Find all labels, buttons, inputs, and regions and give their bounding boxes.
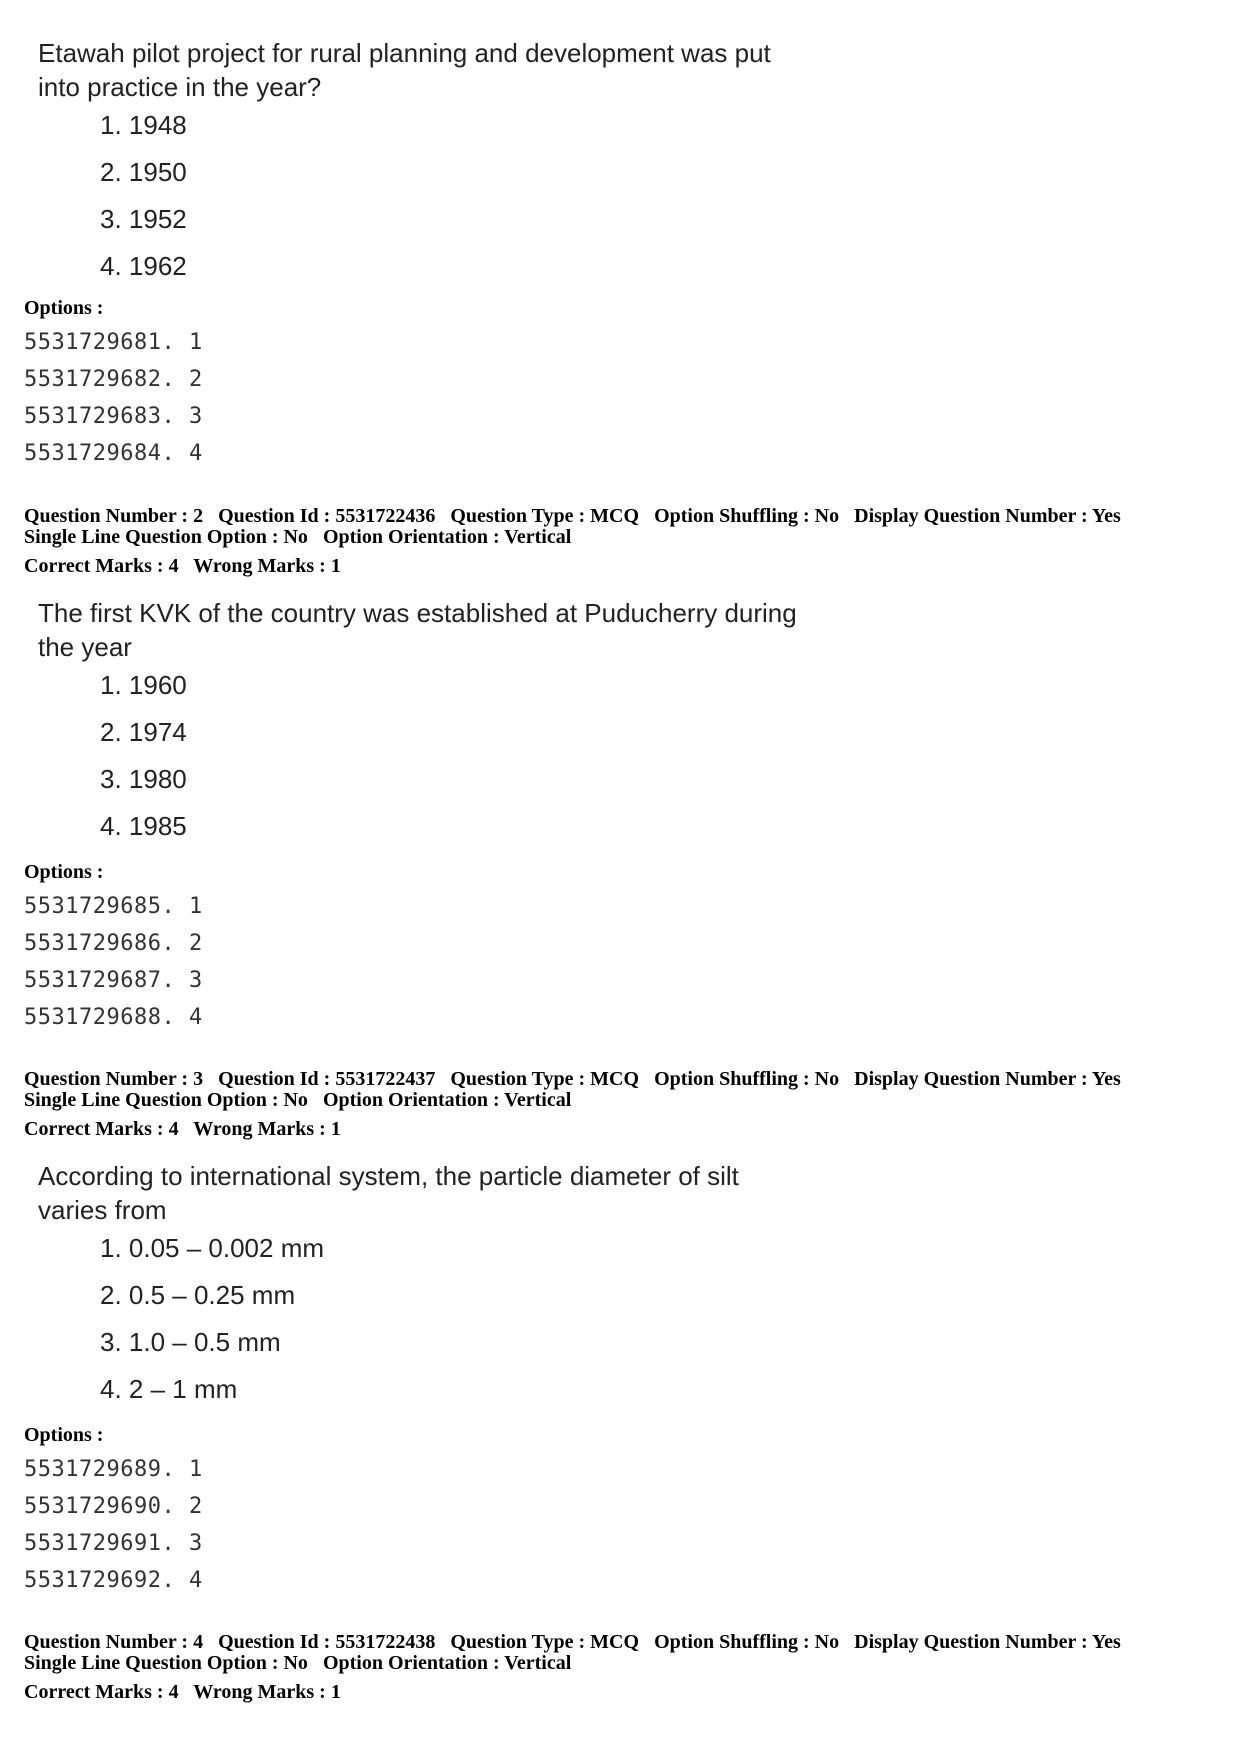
question-id: Question Id : 5531722438 bbox=[218, 1631, 436, 1653]
option-row: 5531729685. 1 bbox=[24, 894, 203, 919]
option-shuffling: Option Shuffling : No bbox=[654, 1068, 840, 1090]
question-3-choices bbox=[100, 1233, 798, 1421]
question-1-choices bbox=[100, 110, 798, 298]
option-row: 5531729682. 2 bbox=[24, 367, 203, 392]
question-2-choices bbox=[100, 670, 798, 858]
correct-marks: Correct Marks : 4 bbox=[24, 1118, 179, 1140]
question-type: Question Type : MCQ bbox=[450, 505, 640, 527]
single-line-option: Single Line Question Option : No bbox=[24, 1089, 308, 1111]
question-3-image bbox=[38, 1159, 798, 1421]
question-4-meta bbox=[24, 1632, 1224, 1704]
question-choice: 4. 1985 bbox=[100, 811, 187, 841]
question-choice: 2. 0.5 – 0.25 mm bbox=[100, 1280, 296, 1310]
question-choice: 3. 1952 bbox=[100, 204, 187, 234]
options-label: Options : bbox=[24, 861, 104, 883]
option-row: 5531729688. 4 bbox=[24, 1005, 203, 1030]
correct-marks: Correct Marks : 4 bbox=[24, 1681, 179, 1703]
question-choice: 1. 1960 bbox=[100, 670, 187, 700]
question-1-options bbox=[24, 296, 203, 472]
question-number: Question Number : 4 bbox=[24, 1631, 204, 1653]
question-choice: 2. 1950 bbox=[100, 157, 187, 187]
question-2-meta bbox=[24, 506, 1224, 578]
option-shuffling: Option Shuffling : No bbox=[654, 1631, 840, 1653]
option-row: 5531729684. 4 bbox=[24, 441, 203, 466]
question-3-options bbox=[24, 1423, 203, 1599]
question-choice: 1. 0.05 – 0.002 mm bbox=[100, 1233, 325, 1263]
options-label: Options : bbox=[24, 1424, 104, 1446]
question-3-meta bbox=[24, 1069, 1224, 1141]
wrong-marks: Wrong Marks : 1 bbox=[193, 555, 341, 577]
option-row: 5531729692. 4 bbox=[24, 1568, 203, 1593]
options-label: Options : bbox=[24, 297, 104, 319]
correct-marks: Correct Marks : 4 bbox=[24, 555, 179, 577]
question-number: Question Number : 2 bbox=[24, 505, 204, 527]
question-2-text: The first KVK of the country was established at Puducherry during the year bbox=[38, 598, 797, 662]
option-orientation: Option Orientation : Vertical bbox=[322, 1089, 572, 1111]
display-question-number: Display Question Number : Yes bbox=[854, 1068, 1121, 1090]
wrong-marks: Wrong Marks : 1 bbox=[193, 1681, 341, 1703]
question-2-options bbox=[24, 860, 203, 1036]
single-line-option: Single Line Question Option : No bbox=[24, 526, 308, 548]
question-type: Question Type : MCQ bbox=[450, 1631, 640, 1653]
question-choice: 2. 1974 bbox=[100, 717, 187, 747]
question-1-image bbox=[38, 36, 798, 298]
question-1-text: Etawah pilot project for rural planning and development was put into practice in the year? bbox=[38, 38, 771, 102]
option-row: 5531729681. 1 bbox=[24, 330, 203, 355]
display-question-number: Display Question Number : Yes bbox=[854, 505, 1121, 527]
display-question-number: Display Question Number : Yes bbox=[854, 1631, 1121, 1653]
question-choice: 1. 1948 bbox=[100, 110, 187, 140]
option-shuffling: Option Shuffling : No bbox=[654, 505, 840, 527]
option-row: 5531729686. 2 bbox=[24, 931, 203, 956]
option-row: 5531729687. 3 bbox=[24, 968, 203, 993]
option-orientation: Option Orientation : Vertical bbox=[322, 1652, 572, 1674]
question-3-text: According to international system, the particle diameter of silt varies from bbox=[38, 1161, 739, 1225]
question-id: Question Id : 5531722436 bbox=[218, 505, 436, 527]
question-number: Question Number : 3 bbox=[24, 1068, 204, 1090]
single-line-option: Single Line Question Option : No bbox=[24, 1652, 308, 1674]
option-row: 5531729690. 2 bbox=[24, 1494, 203, 1519]
question-2-image bbox=[38, 596, 798, 858]
question-choice: 4. 2 – 1 mm bbox=[100, 1374, 238, 1404]
wrong-marks: Wrong Marks : 1 bbox=[193, 1118, 341, 1140]
question-id: Question Id : 5531722437 bbox=[218, 1068, 436, 1090]
question-choice: 3. 1980 bbox=[100, 764, 187, 794]
option-row: 5531729683. 3 bbox=[24, 404, 203, 429]
option-row: 5531729691. 3 bbox=[24, 1531, 203, 1556]
question-choice: 3. 1.0 – 0.5 mm bbox=[100, 1327, 281, 1357]
option-row: 5531729689. 1 bbox=[24, 1457, 203, 1482]
question-type: Question Type : MCQ bbox=[450, 1068, 640, 1090]
question-choice: 4. 1962 bbox=[100, 251, 187, 281]
option-orientation: Option Orientation : Vertical bbox=[322, 526, 572, 548]
